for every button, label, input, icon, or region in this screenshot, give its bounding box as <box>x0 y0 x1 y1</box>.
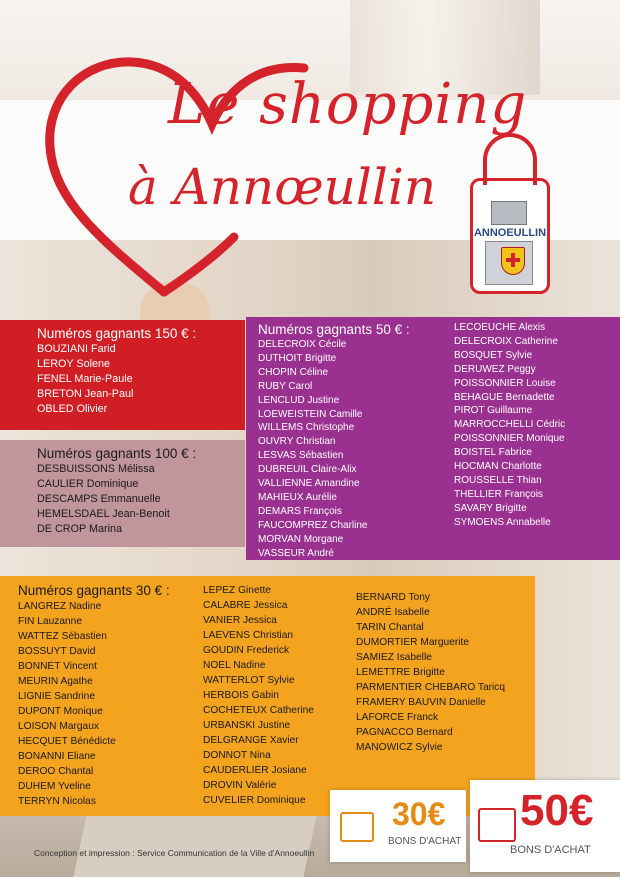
bag-label: ANNOEULLIN <box>473 227 547 239</box>
winners-50-list-col1 <box>258 338 620 561</box>
list-item: DELECROIX Cécile <box>258 339 347 350</box>
winners-100-list <box>37 462 245 537</box>
list-item: BOUZIANI Farid <box>37 343 116 355</box>
list-item: DEMARS François <box>258 505 342 517</box>
list-item: LIGNIE Sandrine <box>18 691 96 702</box>
gift-icon <box>478 808 516 842</box>
list-item: DROVIN Valérie <box>203 780 277 791</box>
list-item: DELGRANGE Xavier <box>203 735 299 746</box>
list-item: DUTHOIT Brigitte <box>258 352 337 364</box>
list-item: OUVRY Christian <box>258 436 336 448</box>
winners-50-list-col2 <box>454 321 565 530</box>
list-item: DESBUISSONS Mélissa <box>37 463 155 475</box>
voucher-50-label: BONS D'ACHAT <box>510 844 591 856</box>
list-item: OBLED Olivier <box>37 403 108 415</box>
list-item: WATTEZ Sébastien <box>18 631 107 642</box>
winners-100-heading: Numéros gagnants 100 € : <box>37 446 197 461</box>
list-item: DE CROP Marina <box>37 523 122 535</box>
list-item: POISSONNIER Monique <box>454 433 565 445</box>
list-item: NOEL Nadine <box>203 660 266 671</box>
winners-30-col2 <box>203 583 314 808</box>
winners-30-col1 <box>18 583 170 809</box>
list-item: MARROCCHELLI Cédric <box>454 419 566 431</box>
winners-150-list <box>37 342 245 417</box>
bag-handle <box>483 133 537 185</box>
list-item: VANIER Jessica <box>203 615 277 626</box>
coat-of-arms-icon <box>501 247 525 275</box>
winners-30-list-col3 <box>356 590 505 755</box>
list-item: DUPONT Monique <box>18 706 103 717</box>
winners-30-list-col2 <box>203 583 314 808</box>
gift-icon <box>340 812 374 842</box>
list-item: HERBOIS Gabin <box>203 690 279 701</box>
winners-30-col3 <box>356 583 505 755</box>
list-item: LOISON Margaux <box>18 721 99 732</box>
list-item: CAUDERLIER Josiane <box>203 765 307 776</box>
list-item: LENCLUD Justine <box>258 394 340 406</box>
list-item: BOSSUYT David <box>18 646 96 657</box>
winners-30-list-col1 <box>18 599 170 809</box>
winners-100-panel <box>0 440 245 547</box>
list-item: SAMIEZ Isabelle <box>356 652 432 663</box>
title-line-1: Le shopping <box>168 72 528 137</box>
list-item: GOUDIN Frederick <box>203 645 290 656</box>
voucher-30-amount: 30€ <box>392 796 446 832</box>
list-item: VASSEUR André <box>258 547 334 559</box>
list-item: CHOPIN Céline <box>258 366 329 378</box>
list-item: CALABRE Jessica <box>203 600 288 611</box>
list-item: RUBY Carol <box>258 380 313 392</box>
list-item: SAVARY Brigitte <box>454 502 527 514</box>
list-item: LESVAS Sébastien <box>258 450 344 462</box>
list-item: FIN Lauzanne <box>18 616 82 627</box>
list-item: DONNOT Nina <box>203 750 271 761</box>
list-item: MANOWICZ Sylvie <box>356 742 443 753</box>
list-item: BONNET Vincent <box>18 661 97 672</box>
list-item: ROUSSELLE Thian <box>454 474 542 486</box>
list-item: DELECROIX Catherine <box>454 335 558 347</box>
voucher-30 <box>330 790 466 862</box>
list-item: HEMELSDAEL Jean-Benoit <box>37 508 170 520</box>
list-item: LAFORCE Franck <box>356 712 439 723</box>
list-item: LANGREZ Nadine <box>18 601 102 612</box>
list-item: VALLIENNE Amandine <box>258 478 360 490</box>
list-item: FRAMERY BAUVIN Danielle <box>356 697 486 708</box>
footer-credit: Conception et impression : Service Communication de la Ville d'Annoeullin <box>34 848 315 858</box>
voucher-30-label: BONS D'ACHAT <box>388 836 462 847</box>
list-item: THELLIER François <box>454 488 543 500</box>
list-item: SYMOENS Annabelle <box>454 516 551 528</box>
list-item: TERRYN Nicolas <box>18 796 96 807</box>
town-hall-image <box>491 201 527 225</box>
list-item: LAEVENS Christian <box>203 630 294 641</box>
winners-30-heading: Numéros gagnants 30 € : <box>18 583 170 598</box>
list-item: PIROT Guillaume <box>454 405 533 417</box>
town-shopping-bag <box>470 178 550 294</box>
list-item: DUBREUIL Claire-Alix <box>258 464 357 476</box>
list-item: COCHETEUX Catherine <box>203 705 314 716</box>
list-item: BONANNI Eliane <box>18 751 96 762</box>
list-item: LEPEZ Ginette <box>203 585 271 596</box>
winners-150-heading: Numéros gagnants 150 € : <box>37 326 197 341</box>
list-item: HECQUET Bénédicte <box>18 736 116 747</box>
list-item: BOISTEL Fabrice <box>454 447 532 459</box>
list-item: LECOEUCHE Alexis <box>454 322 546 333</box>
list-item: LEMETTRE Brigitte <box>356 667 445 678</box>
winners-50-panel <box>246 317 620 560</box>
list-item: WATTERLOT Sylvie <box>203 675 295 686</box>
list-item: CAULIER Dominique <box>37 478 139 490</box>
list-item: DUHEM Yveline <box>18 781 91 792</box>
background-shopping-bag <box>73 815 316 877</box>
list-item: ANDRÉ Isabelle <box>356 607 430 618</box>
winners-30-panel <box>0 576 535 816</box>
list-item: MAHIEUX Aurélie <box>258 491 337 503</box>
list-item: BEHAGUE Bernadette <box>454 391 555 403</box>
list-item: URBANSKI Justine <box>203 720 291 731</box>
list-item: DUMORTIER Marguerite <box>356 637 470 648</box>
list-item: LOEWEISTEIN Camille <box>258 408 363 420</box>
list-item: DESCAMPS Emmanuelle <box>37 493 161 505</box>
list-item: POISSONNIER Louise <box>454 377 556 389</box>
winners-50-heading: Numéros gagnants 50 € : <box>258 322 410 337</box>
list-item: MORVAN Morgane <box>258 533 344 545</box>
list-item: TARIN Chantal <box>356 622 424 633</box>
list-item: MEURIN Agathe <box>18 676 93 687</box>
list-item: DERUWEZ Peggy <box>454 363 536 375</box>
list-item: DEROO Chantal <box>18 766 94 777</box>
voucher-50 <box>470 780 620 872</box>
voucher-50-amount: 50€ <box>520 786 594 835</box>
list-item: CUVELIER Dominique <box>203 795 306 806</box>
list-item: BRETON Jean-Paul <box>37 388 134 400</box>
list-item: BERNARD Tony <box>356 592 430 603</box>
list-item: LEROY Solene <box>37 358 111 370</box>
list-item: PARMENTIER CHEBARO Taricq <box>356 682 506 693</box>
list-item: BOSQUET Sylvie <box>454 349 533 361</box>
list-item: PAGNACCO Bernard <box>356 727 453 738</box>
list-item: FAUCOMPREZ Charline <box>258 519 368 531</box>
list-item: FENEL Marie-Paule <box>37 373 133 385</box>
list-item: WILLEMS Christophe <box>258 422 355 434</box>
winners-150-panel <box>0 320 245 430</box>
list-item: HOCMAN Charlotte <box>454 461 542 473</box>
title-line-2: à Annœullin <box>128 158 437 216</box>
